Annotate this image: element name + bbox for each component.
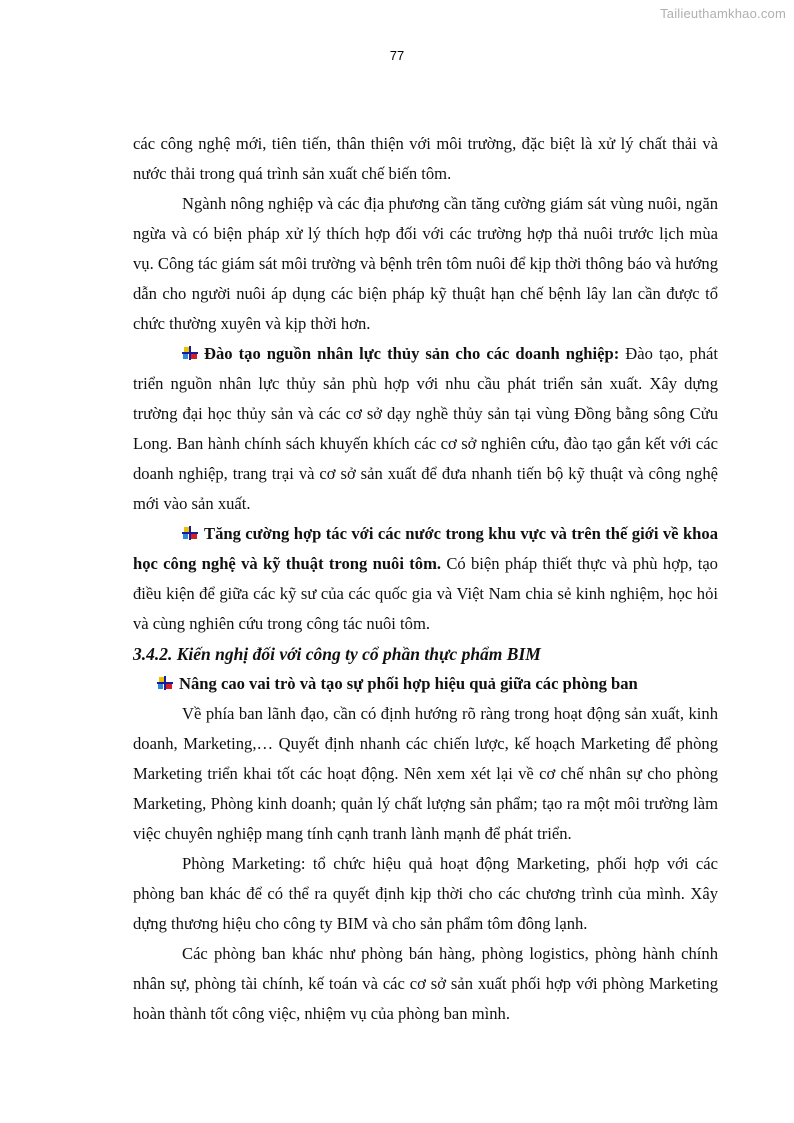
watermark: Tailieuthamkhao.com (660, 6, 786, 21)
page-number: 77 (389, 48, 405, 63)
bullet-title-cooperation: Tăng cường hợp tác với các nước trong khu vực và trên thế giới về khoa học công nghệ và kỹ thuật trong nuôi tôm. (133, 524, 718, 573)
bullet-paragraph-training (133, 339, 718, 519)
bullet-text-cooperation: Có biện pháp thiết thực và phù hợp, tạo điều kiện để giữa các kỹ sư của các quốc gia và Việt Nam chia sẻ kinh nghiệm, học hỏi và cùng nghiên cứu trong công tác nuôi tôm. (133, 554, 718, 633)
bullet-text-training: Đào tạo, phát triển nguồn nhân lực thủy sản phù hợp với nhu cầu phát triển sản xuất. Xây dựng trường đại học thủy sản và các cơ sở dạy nghề thủy sản tại vùng Đồng bằng sông Cửu Long. Ban hành chính sách khuyến khích các cơ sở nghiên cứu, đào tạo gắn kết với các doanh nghiệp, trang trại và cơ sở sản xuất để đưa nhanh tiến bộ kỹ thuật và công nghệ mới vào sản xuất. (133, 344, 718, 513)
paragraph-2: Ngành nông nghiệp và các địa phương cần tăng cường giám sát vùng nuôi, ngăn ngừa và có biện pháp xử lý thích hợp đối với các trường hợp thả nuôi trước lịch mùa vụ. Công tác giám sát môi trường và bệnh trên tôm nuôi để kịp thời thông báo và hướng dẫn cho người nuôi áp dụng các biện pháp kỹ thuật hạn chế bệnh lây lan cần được tổ chức thường xuyên và kịp thời hơn. (133, 194, 718, 333)
colored-cross-bullet-icon (182, 526, 198, 540)
section-heading: 3.4.2. Kiến nghị đối với công ty cổ phần thực phẩm BIM (133, 644, 541, 664)
sub-heading-paragraph (133, 669, 718, 699)
paragraph-1: các công nghệ mới, tiên tiến, thân thiện với môi trường, đặc biệt là xử lý chất thải và nước thải trong quá trình sản xuất chế biến tôm. (133, 134, 718, 183)
paragraph-5: Về phía ban lãnh đạo, cần có định hướng rõ ràng trong hoạt động sản xuất, kinh doanh, Marketing,… Quyết định nhanh các chiến lược, kế hoạch Marketing để phòng Marketing triển khai tốt các hoạt động. Nên xem xét lại về cơ chế nhân sự cho phòng Marketing, Phòng kinh doanh; quản lý chất lượng sản phẩm; tạo ra một môi trường làm việc chuyên nghiệp mang tính cạnh tranh lành mạnh để phát triển. (133, 704, 718, 843)
document-body (133, 129, 718, 1029)
colored-cross-bullet-icon (157, 676, 173, 690)
paragraph-7: Các phòng ban khác như phòng bán hàng, phòng logistics, phòng hành chính nhân sự, phòng tài chính, kế toán và các cơ sở sản xuất phối hợp với phòng Marketing hoàn thành tốt công việc, nhiệm vụ của phòng ban mình. (133, 944, 718, 1023)
paragraph-6: Phòng Marketing: tổ chức hiệu quả hoạt động Marketing, phối hợp với các phòng ban khác để có thể ra quyết định kịp thời cho các chương trình của mình. Xây dựng thương hiệu cho công ty BIM và cho sản phẩm tôm đông lạnh. (133, 854, 718, 933)
colored-cross-bullet-icon (182, 346, 198, 360)
bullet-paragraph-cooperation (133, 519, 718, 639)
bullet-title-training: Đào tạo nguồn nhân lực thủy sản cho các doanh nghiệp: (204, 344, 620, 363)
sub-heading-text: Nâng cao vai trò và tạo sự phối hợp hiệu quả giữa các phòng ban (179, 674, 638, 693)
